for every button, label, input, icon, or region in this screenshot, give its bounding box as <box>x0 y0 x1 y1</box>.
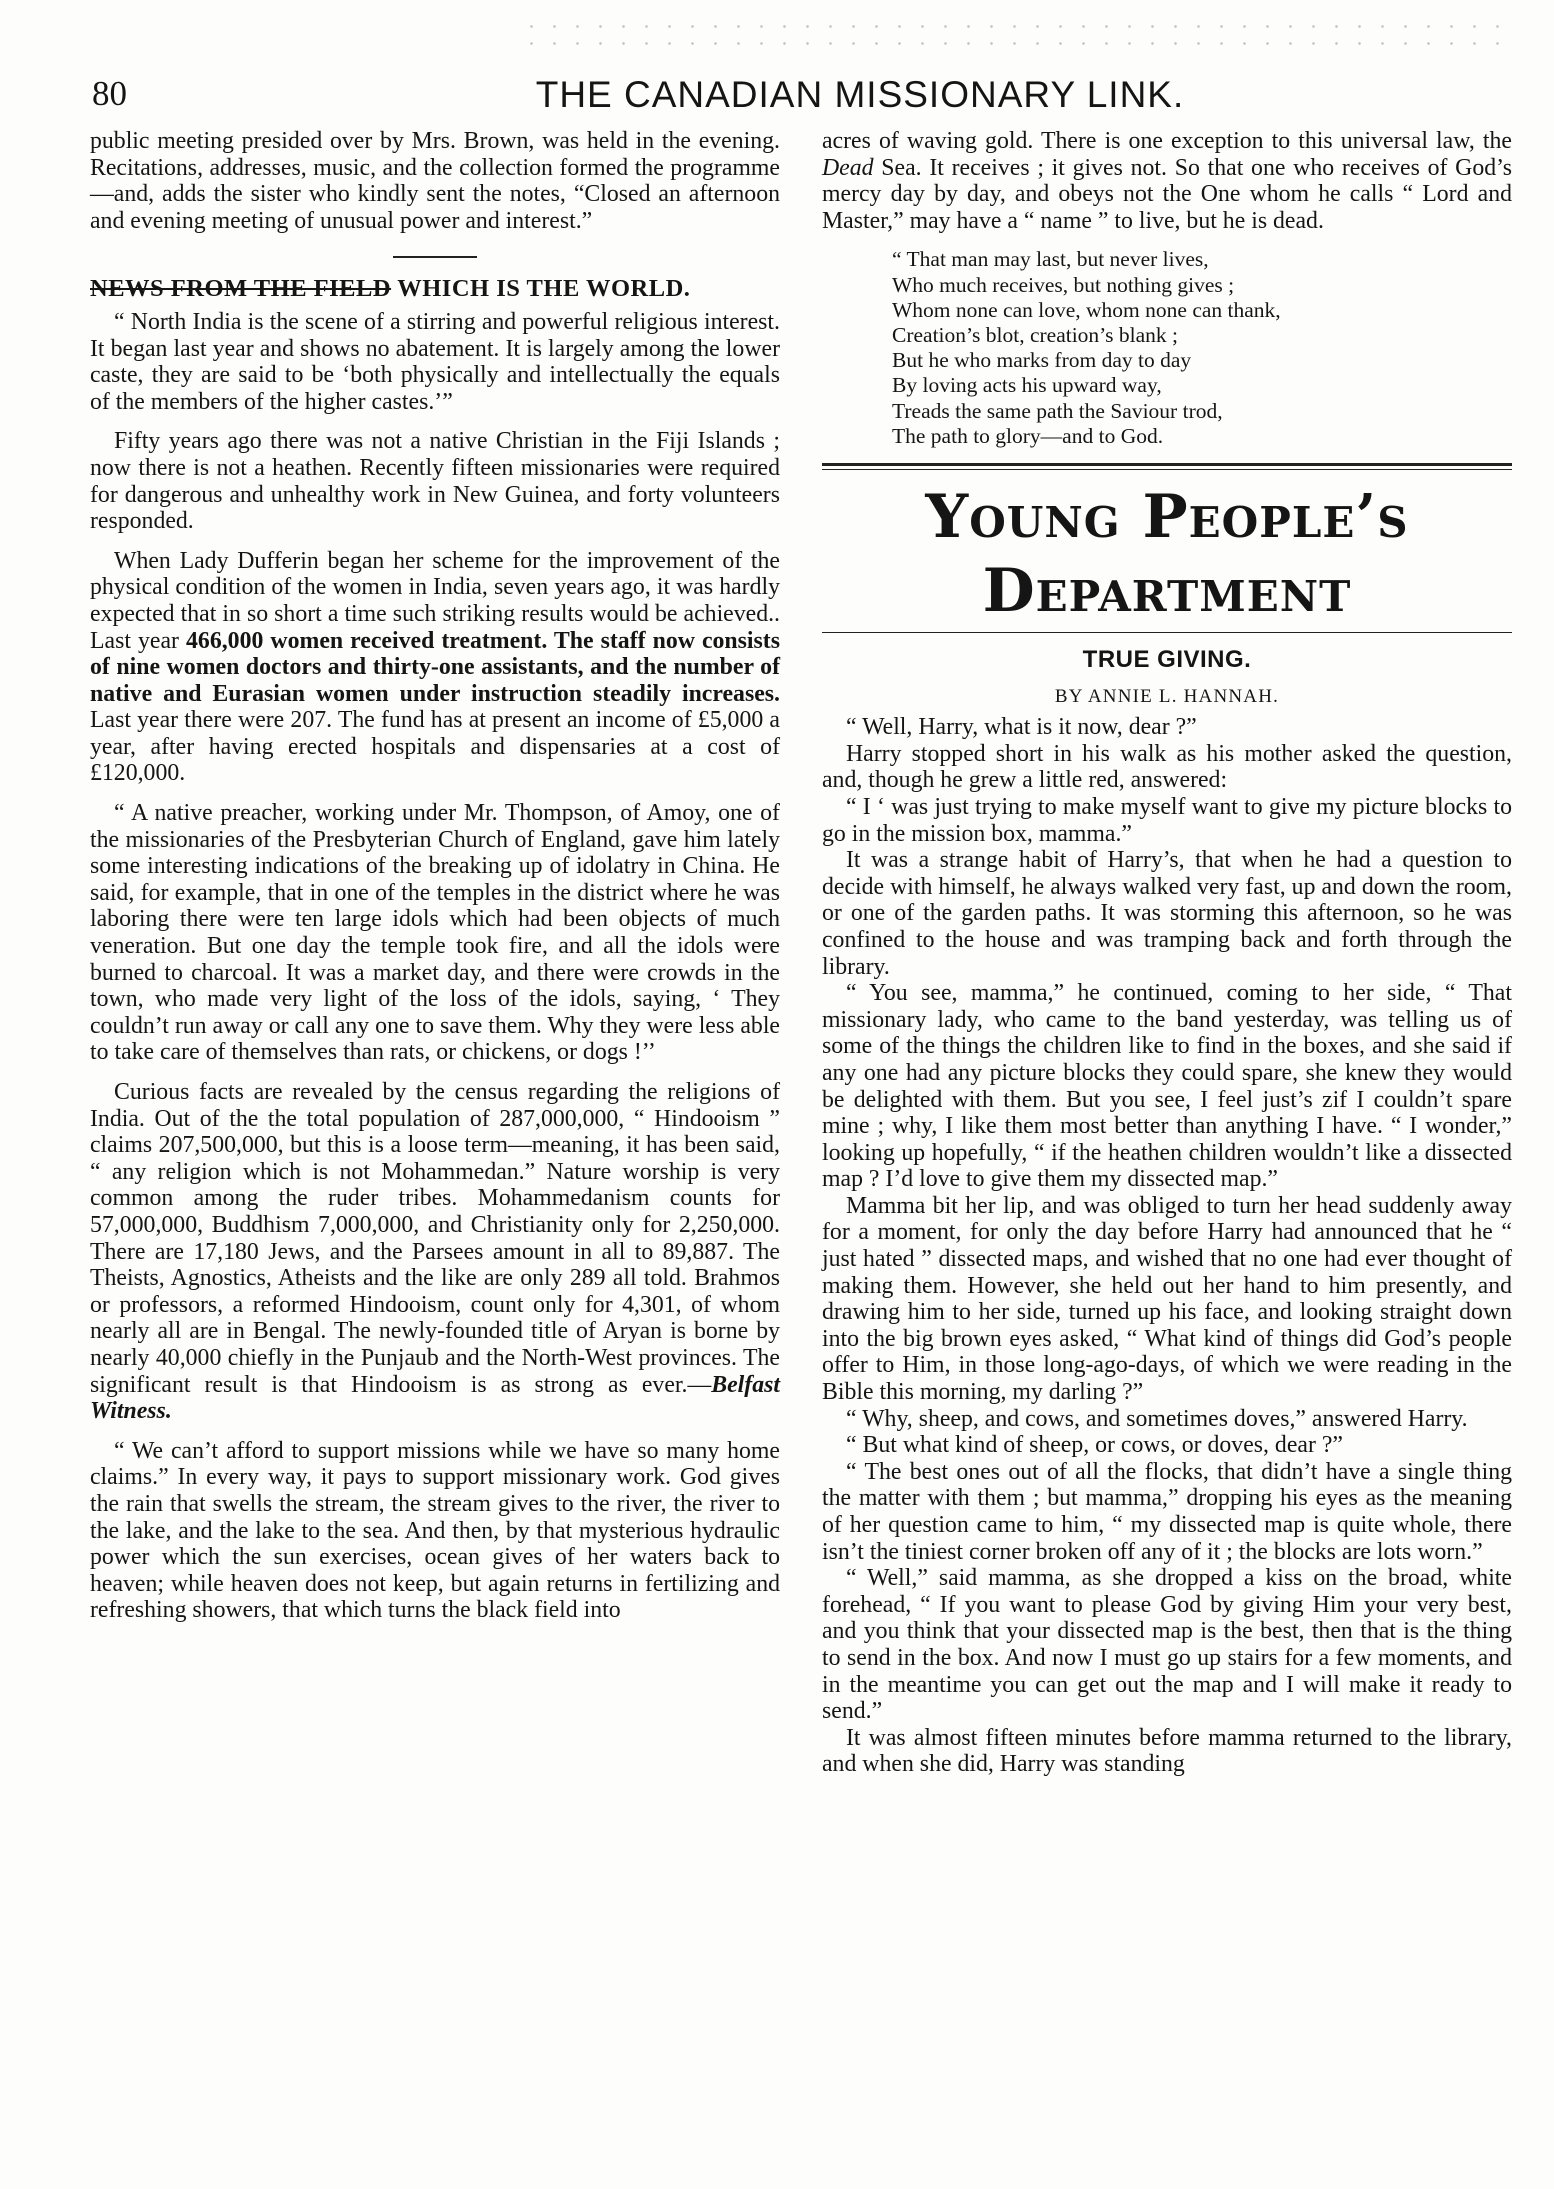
news-paragraph-3-bold: 466,000 women received treatment. The staff now consists of nine women doctors and thirty-one assistants, and the number of native and Eurasian women under instruction steadily increases. <box>90 627 780 707</box>
news-paragraph-3-a: When Lady Dufferin began her scheme for the improvement of the physical condition of the women in India, seven years ago, it was hardly expected that in so short a time such striking results would be achieved.. Last year <box>90 547 780 654</box>
department-top-rule <box>822 463 1512 470</box>
story-paragraph: “ I ‘ was just trying to make myself want to give my picture blocks to go in the mission box, mamma.” <box>822 793 1512 847</box>
poem-line: Treads the same path the Saviour trod, <box>892 398 1223 423</box>
story-title: TRUE GIVING. <box>1082 646 1252 673</box>
story-paragraph: “ But what kind of sheep, or cows, or doves, dear ?” <box>846 1432 1343 1459</box>
news-paragraph-3-b: Last year there were 207. The fund has at present an income of £5,000 a year, after having erected hospitals and dispensaries at a cost of £120,000. <box>90 707 780 787</box>
section-heading-rest: WHICH IS THE WORLD. <box>391 275 691 303</box>
story-byline: BY ANNIE L. HANNAH. <box>1054 685 1280 707</box>
news-paragraph-5 <box>90 1079 780 1425</box>
poem-line: But he who marks from day to day <box>892 348 1192 373</box>
right-column <box>822 128 1512 1778</box>
print-specks <box>520 18 1500 58</box>
story-paragraph: “ Well,” said mamma, as she dropped a kiss on the broad, white forehead, “ If you want to please God by giving Him your very best, and you think that your dissected map is the best, then that is the thing to send in the box. And now I must go up stairs for a few moments, and in the meantime you can get out the map and I will make it ready to send.” <box>822 1565 1512 1725</box>
story-paragraph: “ The best ones out of all the flocks, that didn’t have a single thing the matter with them ; but mamma,” dropping his eyes as the meaning of her question came to him, “ my dissected map is quite whole, there isn’t the tiniest corner broken off any of it ; the blocks are lots worn.” <box>822 1458 1512 1565</box>
poem-line: Who much receives, but nothing gives ; <box>892 272 1235 297</box>
news-paragraph-2: Fifty years ago there was not a native Christian in the Fiji Islands ; now there is not a heathen. Recently fifteen missionaries were required for dangerous and unhealthy work in New Guinea, and forty volunteers responded. <box>90 428 780 535</box>
section-heading-struck: NEWS FROM THE FIELD <box>90 275 392 303</box>
department-bottom-rule <box>822 632 1512 633</box>
poem-line: Whom none can love, whom none can thank, <box>892 297 1281 322</box>
poem-line: The path to glory—and to God. <box>892 423 1164 448</box>
page-number: 80 <box>92 74 127 113</box>
department-banner: Young People’s Department <box>925 482 1409 626</box>
news-paragraph-6: “ We can’t afford to support missions while we have so many home claims.” In every way, it pays to support missionary work. God gives the rain that swells the stream, the stream gives to the river, the river to the lake, and the lake to the sea. And then, by that mysterious hydraulic power which the sun exercises, ocean gives of her waters back to heaven; while heaven does not keep, but again returns in fertilizing and refreshing showers, that which turns the black field into <box>90 1437 780 1624</box>
intro-paragraph: public meeting presided over by Mrs. Brown, was held in the evening. Recitations, addresses, music, and the collection formed the programme—and, adds the sister who kindly sent the notes, “Closed an afternoon and evening meeting of unusual power and interest.” <box>90 128 780 234</box>
continuation-italic: Dead <box>822 154 874 181</box>
news-paragraph-5-text: Curious facts are revealed by the census regarding the religions of India. Out of the the total population of 287,000,000, “ Hindooism ” claims 207,500,000, but this is a loose term—meaning, it has been said, “ any religion which is not Mohammedan.” Nature worship is very common among the ruder tribes. Mohammedanism counts for 57,000,000, Buddhism 7,000,000, and Christianity only for 2,250,000. There are 17,180 Jews, and the Parsees amount in all to 89,887. The Theists, Agnostics, Atheists and the like are only 289 all told. Brahmos or professors, a reformed Hindooism, count only for 4,301, of whom nearly all are in Bengal. The newly-founded title of Aryan is borne by nearly 40,000 chiefly in the Punjaub and the North-West provinces. The significant result is that Hindooism is as strong as ever.— <box>90 1079 780 1398</box>
story-paragraph: “ Well, Harry, what is it now, dear ?” <box>846 714 1197 741</box>
story-paragraph: Mamma bit her lip, and was obliged to turn her head suddenly away for a moment, for only the day before Harry had announced that he “ just hated ” dissected maps, and wished that no one had ever thought of making them. However, she held out her hand to him presently, and drawing him to her side, turned up his face, and looking straight down into the big brown eyes asked, “ What kind of things did God’s people offer to Him, in those long-ago-days, of which we were reading in the Bible this morning, my darling ?” <box>822 1192 1512 1406</box>
poem-line: By loving acts his upward way, <box>892 373 1162 398</box>
story-paragraph: Harry stopped short in his walk as his mother asked the question, and, though he grew a little red, answered: <box>822 740 1512 794</box>
news-paragraph-4: “ A native preacher, working under Mr. Thompson, of Amoy, one of the missionaries of the Presbyterian Church of England, gave him lately some interesting indications of the breaking up of idolatry in China. He said, for example, that in one of the temples in the district where he was laboring there were ten large idols which had been objects of much veneration. But one day the temple took fire, and all the idols were burned to charcoal. It was a market day, and there were crowds in the town, who made very light of the loss of the idols, saying, ‘ They couldn’t run away or call any one to save them. Why they were less able to take care of themselves than rats, or chickens, or dogs !’’ <box>90 800 780 1066</box>
continuation-paragraph <box>822 128 1512 234</box>
poem-line: Creation’s blot, creation’s blank ; <box>892 322 1179 347</box>
left-column <box>90 128 780 1637</box>
page-header-title: THE CANADIAN MISSIONARY LINK. <box>535 74 1185 115</box>
poem-line: “ That man may last, but never lives, <box>892 247 1209 272</box>
story-paragraph: “ Why, sheep, and cows, and sometimes doves,” answered Harry. <box>846 1405 1468 1432</box>
continuation-b: Sea. It receives ; it gives not. So that one who receives of God’s mercy day by day, and obeys not the One whom he calls “ Lord and Master,” may have a “ name ” to live, but he is dead. <box>822 154 1512 234</box>
story-paragraph: “ You see, mamma,” he continued, coming to her side, “ That missionary lady, who came to the band yesterday, was telling us of some of the things the children like to find in the boxes, and she said if any one had any picture blocks they could spare, she knew they would be delighted with them. But you see, I feel just’s zif I couldn’t spare mine ; why, I like them most better than anything I have. “ I wonder,” looking up hopefully, “ if the heathen children wouldn’t like a dissected map ? I’d love to give them my dissected map.” <box>822 980 1512 1193</box>
section-divider <box>393 256 477 258</box>
continuation-a: acres of waving gold. There is one exception to this universal law, the <box>822 128 1512 154</box>
news-paragraph-5-source: Belfast Witness. <box>90 1371 780 1425</box>
story-paragraph: It was almost fifteen minutes before mamma returned to the library, and when she did, Harry was standing <box>822 1724 1512 1778</box>
poem <box>892 247 1512 449</box>
section-heading <box>90 276 780 303</box>
story-paragraph: It was a strange habit of Harry’s, that when he had a question to decide with himself, he always walked very fast, up and down the room, or one of the garden paths. It was storming this afternoon, so he was confined to the house and was tramping back and forth through the library. <box>822 847 1512 980</box>
news-paragraph-1: “ North India is the scene of a stirring and powerful religious interest. It began last year and shows no abatement. It is largely among the lower caste, they are said to be ‘both physically and intellectually the equals of the members of the higher castes.’” <box>90 308 780 415</box>
news-paragraph-3 <box>90 548 780 787</box>
